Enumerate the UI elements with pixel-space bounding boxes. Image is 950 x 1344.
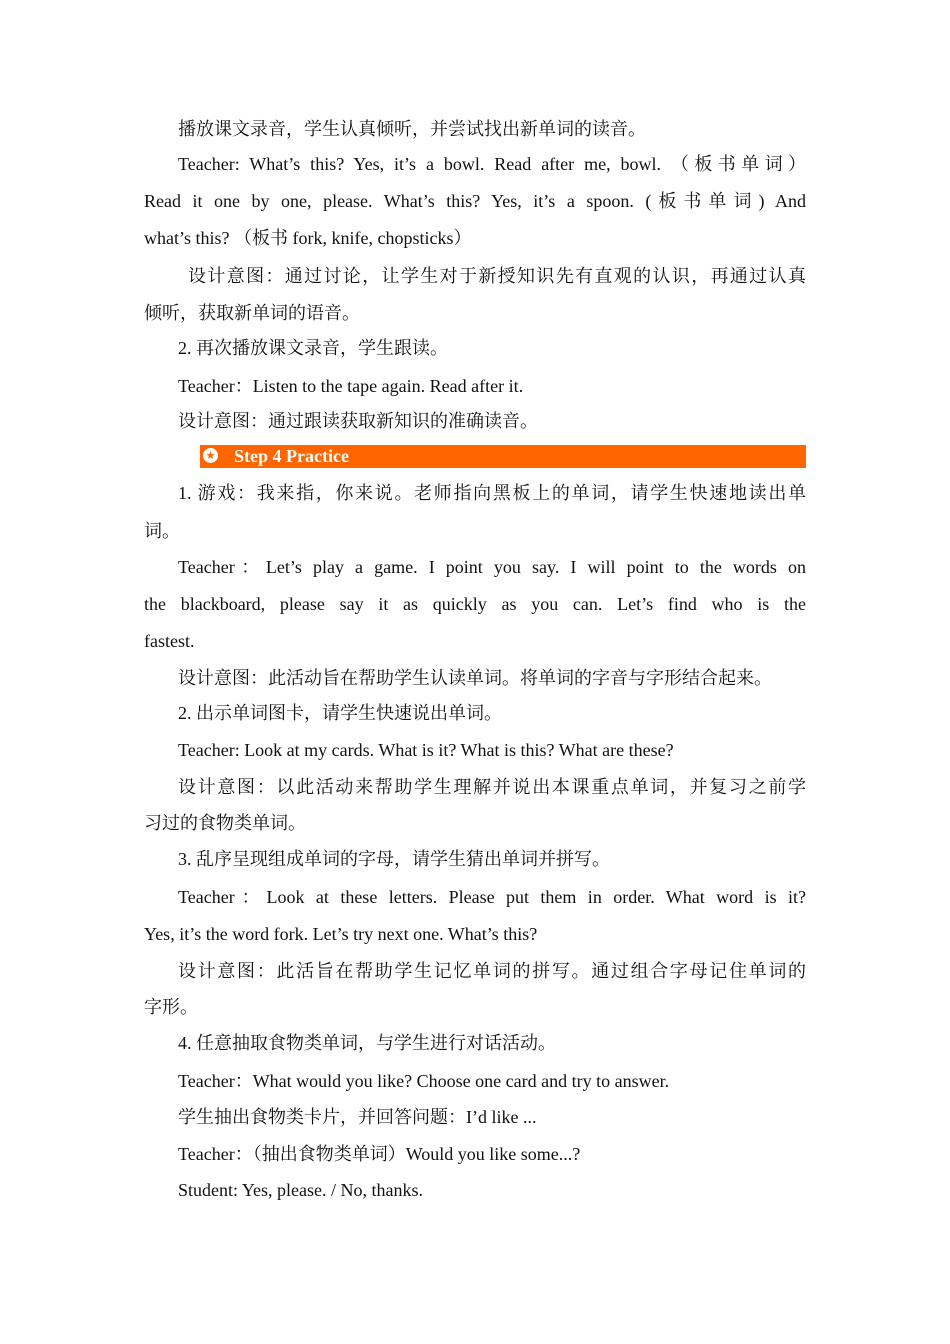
text-line: what’s this? （板书 fork, knife, chopsticks） xyxy=(144,228,472,248)
text-line: 设计意图：通过跟读获取新知识的准确读音。 xyxy=(178,411,538,431)
text-line: Teacher：（抽出食物类单词）Would you like some...? xyxy=(178,1144,581,1164)
text-line: Teacher：Let’s play a game. I point you say. I will point to the words on xyxy=(178,557,806,577)
section-banner xyxy=(200,445,806,468)
text-line: 学生抽出食物类卡片，并回答问题：I’d like ... xyxy=(178,1107,537,1127)
text-line: Read it one by one, please. What’s this? Yes, it’s a spoon. (板书单词) And xyxy=(144,191,806,211)
star-circle-icon: ★ xyxy=(203,448,218,463)
text-line: Teacher：What would you like? Choose one card and try to answer. xyxy=(178,1071,670,1091)
text-line: 3. 乱序呈现组成单词的字母，请学生猜出单词并拼写。 xyxy=(178,849,610,869)
section-title: Step 4 Practice xyxy=(234,446,349,466)
text-line: 4. 任意抽取食物类单词，与学生进行对话活动。 xyxy=(178,1033,556,1053)
text-line: 设计意图：此活动旨在帮助学生认读单词。将单词的字音与字形结合起来。 xyxy=(178,668,772,688)
text-line: Yes, it’s the word fork. Let’s try next one. What’s this? xyxy=(144,924,538,944)
text-line: Teacher：Listen to the tape again. Read after it. xyxy=(178,376,524,396)
text-line: 习过的食物类单词。 xyxy=(144,813,306,833)
text-line: fastest. xyxy=(144,631,195,651)
text-line: 设计意图：通过讨论，让学生对于新授知识先有直观的认识，再通过认真 xyxy=(188,266,806,286)
text-line: 字形。 xyxy=(144,997,198,1017)
text-line: 2. 再次播放课文录音，学生跟读。 xyxy=(178,338,448,358)
text-line: 1. 游戏：我来指，你来说。老师指向黑板上的单词，请学生快速地读出单 xyxy=(178,483,806,503)
text-line: 2. 出示单词图卡，请学生快速说出单词。 xyxy=(178,703,502,723)
text-line: 设计意图：以此活动来帮助学生理解并说出本课重点单词，并复习之前学 xyxy=(178,777,806,797)
text-line: 倾听，获取新单词的语音。 xyxy=(144,303,360,323)
text-line: 设计意图：此活旨在帮助学生记忆单词的拼写。通过组合字母记住单词的 xyxy=(178,961,806,981)
text-line: Student: Yes, please. / No, thanks. xyxy=(178,1180,423,1200)
text-line: Teacher：Look at these letters. Please put them in order. What word is it? xyxy=(178,887,806,907)
text-line: Teacher: Look at my cards. What is it? What is this? What are these? xyxy=(178,740,674,760)
text-line: the blackboard, please say it as quickly as you can. Let’s find who is the xyxy=(144,594,806,614)
text-line: Teacher: What’s this? Yes, it’s a bowl. Read after me, bowl. （板书单词） xyxy=(178,154,806,174)
text-line: 播放课文录音，学生认真倾听，并尝试找出新单词的读音。 xyxy=(178,119,646,139)
text-line: 词。 xyxy=(144,521,180,541)
